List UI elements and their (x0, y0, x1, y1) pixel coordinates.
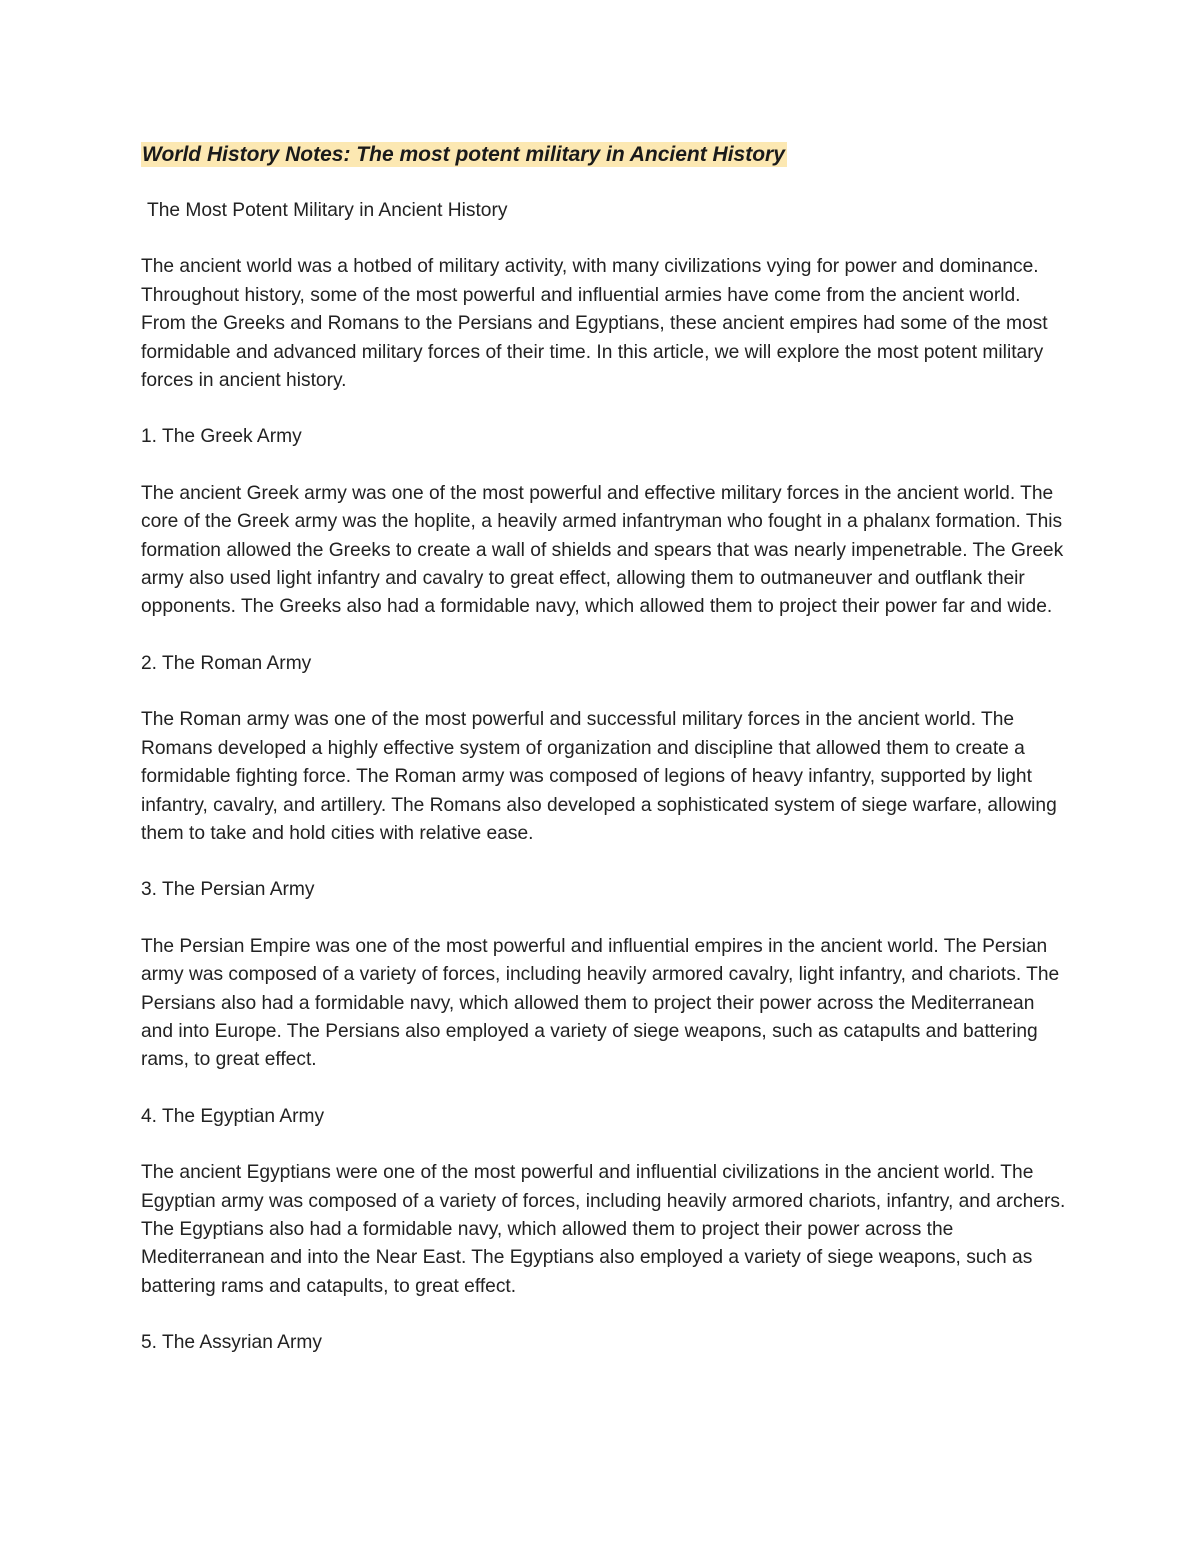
section-body-egyptian: The ancient Egyptians were one of the most powerful and influential civilizations in the ancient world. The Egyptian army was composed of a variety of forces, including heavily armored chariots, infantry, and archers. The Egyptians also had a formidable navy, which allowed them to project their power across the Mediterranean and into the Near East. The Egyptians also employed a variety of siege weapons, such as battering rams and catapults, to great effect. (141, 1162, 1066, 1297)
section-body-roman: The Roman army was one of the most powerful and successful military forces in the ancient world. The Romans developed a highly effective system of organization and discipline that allowed them to create a formidable fighting force. The Roman army was composed of legions of heavy infantry, supported by light infantry, cavalry, and artillery. The Romans also developed a sophisticated system of siege warfare, allowing them to take and hold cities with relative ease. (141, 709, 1057, 844)
intro-paragraph: The ancient world was a hotbed of military activity, with many civilizations vying for power and dominance. Throughout history, some of the most powerful and influential armies have come from the ancient world. From the Greeks and Romans to the Persians and Egyptians, these ancient empires had some of the most formidable and advanced military forces of their time. In this article, we will explore the most potent military forces in ancient history. (141, 256, 1048, 392)
section-heading-assyrian: 5. The Assyrian Army (141, 1332, 322, 1354)
section-heading-greek: 1. The Greek Army (141, 426, 302, 448)
section-body-greek: The ancient Greek army was one of the most powerful and effective military forces in the ancient world. The core of the Greek army was the hoplite, a heavily armed infantryman who fought in a phalanx formation. This formation allowed the Greeks to create a wall of shields and spears that was nearly impenetrable. The Greek army also used light infantry and cavalry to great effect, allowing them to outmaneuver and outflank their opponents. The Greeks also had a formidable navy, which allowed them to project their power far and wide. (141, 482, 1064, 618)
section-heading-persian: 3. The Persian Army (141, 879, 315, 901)
section-heading-roman: 2. The Roman Army (141, 652, 312, 674)
section-body-persian: The Persian Empire was one of the most powerful and influential empires in the ancient world. The Persian army was composed of a variety of forces, including heavily armored cavalry, light infantry, and chariots. The Persians also had a formidable navy, which allowed them to project their power across the Mediterranean and into Europe. The Persians also employed a variety of siege weapons, such as catapults and battering rams, to great effect. (141, 935, 1060, 1071)
document-subtitle: The Most Potent Military in Ancient History (147, 200, 508, 221)
document-content (141, 140, 1066, 1358)
document-title: World History Notes: The most potent military in Ancient History (142, 143, 785, 166)
section-heading-egyptian: 4. The Egyptian Army (141, 1105, 325, 1127)
title-row (141, 140, 1066, 174)
